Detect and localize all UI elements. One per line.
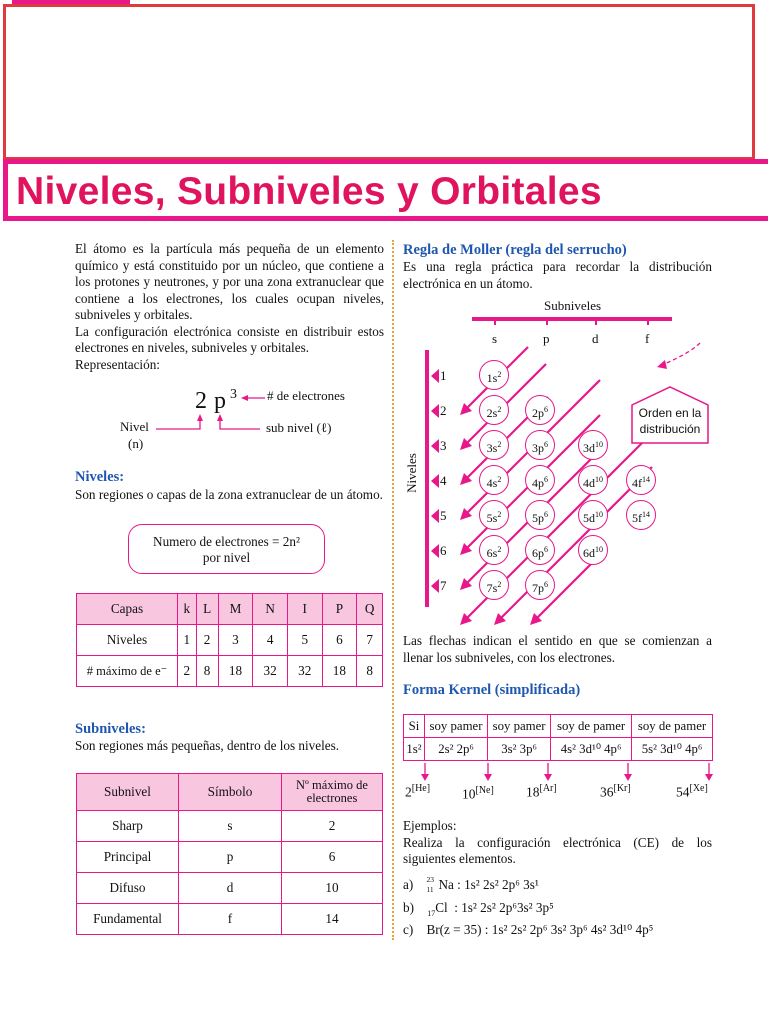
electron-formula-box	[128, 524, 325, 574]
table-cell: 14	[282, 904, 383, 935]
table-cell: 32	[287, 656, 322, 687]
table-cell: Fundamental	[77, 904, 179, 935]
orbital-4f: $4f^{14}$	[626, 465, 656, 495]
table-cell: f	[179, 904, 282, 935]
table-cell: 5	[287, 625, 322, 656]
table-cell: 18	[322, 656, 357, 687]
table-cell: 3	[218, 625, 253, 656]
orbital-2p: $2p^6$	[525, 395, 555, 425]
kernel-table	[403, 714, 713, 761]
table-cell: Q	[357, 594, 383, 625]
sublevel-letter: p	[214, 388, 226, 414]
table-cell: 4	[253, 625, 288, 656]
representation-arrows	[120, 385, 390, 455]
level-label: 7	[440, 578, 447, 593]
orbital-5p: $5p^6$	[525, 500, 555, 530]
orbital-1s: $1s^2$	[479, 360, 509, 390]
representation-diagram	[120, 385, 390, 455]
page-title: Niveles, Subniveles y Orbitales	[16, 170, 602, 213]
kernel-top-cell: Si	[404, 715, 425, 738]
table-cell: 8	[357, 656, 383, 687]
level-label: 1	[440, 368, 447, 383]
level-label: 4	[440, 473, 447, 488]
table-cell: Principal	[77, 842, 179, 873]
kernel-gas-kr: 36[Kr]	[600, 783, 631, 800]
ejemplos-label: Ejemplos:	[403, 818, 457, 833]
example-b: b) $_{17}$Cl : 1s² 2s² 2p⁶3s² 3p⁵	[403, 900, 554, 918]
table-cell: k	[178, 594, 197, 625]
niveles-row-label: Niveles	[77, 625, 178, 656]
kernel-gas-he: 2[He]	[405, 783, 431, 800]
subniveles-heading: Subniveles:	[75, 721, 146, 737]
moller-caption: Las flechas indican el sentido en que se comienzan a llenar los subniveles, con los electrones.	[403, 633, 712, 665]
kernel-arrows	[400, 762, 720, 784]
intro-paragraph-1: El átomo es la partícula más pequeña de un elemento químico y está constituido por un núcleo, que contiene a los protones y neutrones, y por una zona extranuclear que contiene a los electrones, los cuales ocupan niveles, subniveles y orbitales.	[75, 241, 384, 322]
formula-line-1: Numero de electrones = 2n²	[153, 534, 300, 549]
intro-paragraph-2: La configuración electrónica consiste en distribuir estos electrones en niveles, subniveles y orbitales.	[75, 323, 384, 355]
example-a: a) 23 11 Na : 1s² 2s² 2p⁶ 3s¹	[403, 875, 539, 894]
capas-table	[76, 593, 383, 687]
table-cell: 8	[196, 656, 218, 687]
capas-row-label: Capas	[77, 594, 178, 625]
orbital-3p: $3p^6$	[525, 430, 555, 460]
table-cell: Sharp	[77, 811, 179, 842]
kernel-top-cell: soy pamer	[425, 715, 488, 738]
ejemplos-text: Realiza la configuración electrónica (CE) de los siguientes elementos.	[403, 834, 712, 866]
table-cell: I	[287, 594, 322, 625]
table-cell: p	[179, 842, 282, 873]
table-cell: 18	[218, 656, 253, 687]
orbital-2s: $2s^2$	[479, 395, 509, 425]
kernel-bottom-cell: 5s² 3d¹⁰ 4p⁶	[632, 738, 713, 761]
table-cell: 32	[253, 656, 288, 687]
level-label: 6	[440, 543, 447, 558]
example-c: c) Br(z = 35) : 1s² 2s² 2p⁶ 3s² 3p⁶ 4s² 3d¹⁰ 4p⁵	[403, 922, 654, 937]
niveles-text: Son regiones o capas de la zona extranuclear de un átomo.	[75, 487, 383, 502]
orbital-5f: $5f^{14}$	[626, 500, 656, 530]
table-row	[77, 842, 383, 873]
moller-diagram	[400, 295, 730, 625]
table-row	[77, 774, 383, 811]
table-cell: L	[196, 594, 218, 625]
nivel-symbol: (n)	[128, 436, 144, 451]
electrons-label: # de electrones	[267, 388, 345, 403]
kernel-heading: Forma Kernel (simplificada)	[403, 682, 581, 698]
table-cell: M	[218, 594, 253, 625]
orbital-6s: $6s^2$	[479, 535, 509, 565]
orbital-4s: $4s^2$	[479, 465, 509, 495]
kernel-bottom-cell: 1s²	[404, 738, 425, 761]
orbital-6p: $6p^6$	[525, 535, 555, 565]
kernel-bottom-cell: 2s² 2p⁶	[425, 738, 488, 761]
level-label: 3	[440, 438, 447, 453]
table-row	[77, 625, 383, 656]
table-cell: 7	[357, 625, 383, 656]
orbital-6d: $6d^{10}$	[578, 535, 608, 565]
orbital-3s: $3s^2$	[479, 430, 509, 460]
kernel-top-cell: soy de pamer	[632, 715, 713, 738]
table-row	[77, 811, 383, 842]
column-p-label: p	[543, 331, 550, 346]
table-cell: 1	[178, 625, 197, 656]
intro-text	[75, 241, 384, 373]
column-d-label: d	[592, 331, 599, 346]
table-cell: 2	[196, 625, 218, 656]
kernel-bottom-cell: 3s² 3p⁶	[488, 738, 551, 761]
orden-label: Orden en la distribución	[638, 406, 702, 436]
table-cell: d	[179, 873, 282, 904]
table-row	[77, 873, 383, 904]
kernel-top-cell: soy pamer	[488, 715, 551, 738]
level-label: 2	[440, 403, 447, 418]
intro-paragraph-3: Representación:	[75, 356, 160, 372]
table-row	[404, 738, 713, 761]
subniveles-label: Subniveles	[544, 298, 602, 313]
subniveles-text: Son regiones más pequeñas, dentro de los niveles.	[75, 738, 340, 753]
moller-text: Es una regla práctica para recordar la distribución electrónica en un átomo.	[403, 259, 712, 291]
moller-arrows	[400, 295, 730, 625]
orbital-5s: $5s^2$	[479, 500, 509, 530]
table-cell: s	[179, 811, 282, 842]
table-cell: 2	[178, 656, 197, 687]
subniveles-table	[76, 773, 383, 935]
column-divider	[392, 240, 394, 940]
niveles-axis-label: Niveles	[403, 453, 419, 493]
column-f-label: f	[645, 331, 650, 346]
table-row	[77, 656, 383, 687]
column-s-label: s	[492, 331, 498, 346]
orbital-4p: $4p^6$	[525, 465, 555, 495]
table-row	[404, 715, 713, 738]
header-frame	[3, 4, 755, 160]
level-label: 5	[440, 508, 447, 523]
kernel-gas-ne: 10[Ne]	[462, 785, 494, 802]
orbital-7p: $7p^6$	[525, 570, 555, 600]
table-row	[77, 594, 383, 625]
table-cell: 10	[282, 873, 383, 904]
kernel-gas-ar: 18[Ar]	[526, 783, 557, 800]
level-digit: 2	[195, 388, 207, 414]
table-header: Subnivel	[77, 774, 179, 811]
table-header: Nº máximo de electrones	[282, 774, 383, 811]
orbital-3d: $3d^{10}$	[578, 430, 608, 460]
kernel-top-cell: soy de pamer	[551, 715, 632, 738]
title-banner	[3, 159, 768, 221]
table-header: Símbolo	[179, 774, 282, 811]
formula-line-2: por nivel	[202, 550, 251, 565]
kernel-bottom-cell: 4s² 3d¹⁰ 4p⁶	[551, 738, 632, 761]
table-cell: N	[253, 594, 288, 625]
niveles-heading: Niveles:	[75, 469, 125, 485]
max-electrons-row-label: # máximo de e⁻	[77, 656, 178, 687]
table-cell: 6	[282, 842, 383, 873]
orbital-5d: $5d^{10}$	[578, 500, 608, 530]
electron-exponent: 3	[230, 387, 237, 402]
table-row	[77, 904, 383, 935]
table-cell: 2	[282, 811, 383, 842]
table-cell: 6	[322, 625, 357, 656]
ejemplos-block	[403, 818, 712, 868]
kernel-gas-xe: 54[Xe]	[676, 783, 708, 800]
table-cell: P	[322, 594, 357, 625]
sublevel-label: sub nivel (ℓ)	[266, 420, 332, 435]
nivel-label: Nivel	[120, 419, 149, 434]
orbital-7s: $7s^2$	[479, 570, 509, 600]
table-cell: Difuso	[77, 873, 179, 904]
orbital-4d: $4d^{10}$	[578, 465, 608, 495]
moller-heading: Regla de Moller (regla del serrucho)	[403, 242, 627, 258]
